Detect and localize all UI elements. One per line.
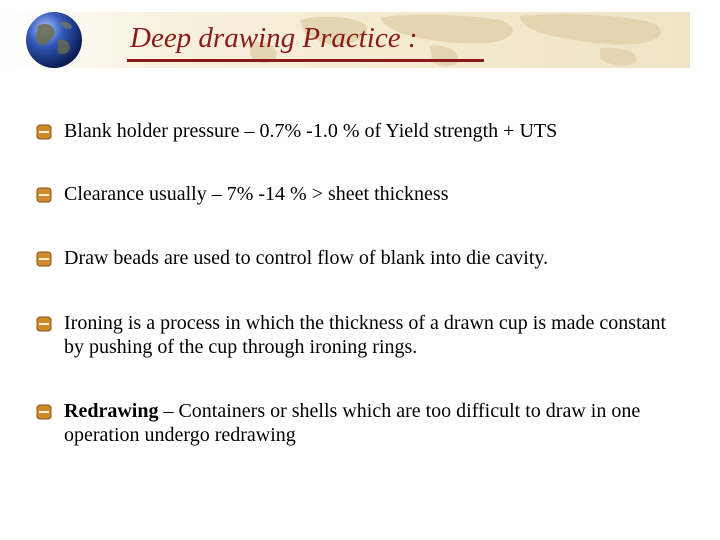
bullet-text: Blank holder pressure – 0.7% -1.0 % of Yield strength + UTS	[64, 120, 558, 142]
bullet-text: Ironing is a process in which the thickness of a drawn cup is made constant by pushing of the cup through ironing rings.	[64, 312, 667, 358]
bullet-icon	[36, 124, 52, 140]
bullet-text: Clearance usually – 7% -14 % > sheet thickness	[64, 183, 449, 205]
bullet-icon	[36, 187, 52, 203]
bullet-icon	[36, 316, 52, 332]
bullet-text: Draw beads are used to control flow of blank into die cavity.	[64, 247, 549, 269]
bullet-icon	[36, 251, 52, 267]
page-title: Deep drawing Practice :	[130, 22, 418, 54]
bullet-text: Redrawing – Containers or shells which are too difficult to draw in one operation undergo redrawing	[64, 400, 641, 446]
bullet-icon	[36, 404, 52, 420]
